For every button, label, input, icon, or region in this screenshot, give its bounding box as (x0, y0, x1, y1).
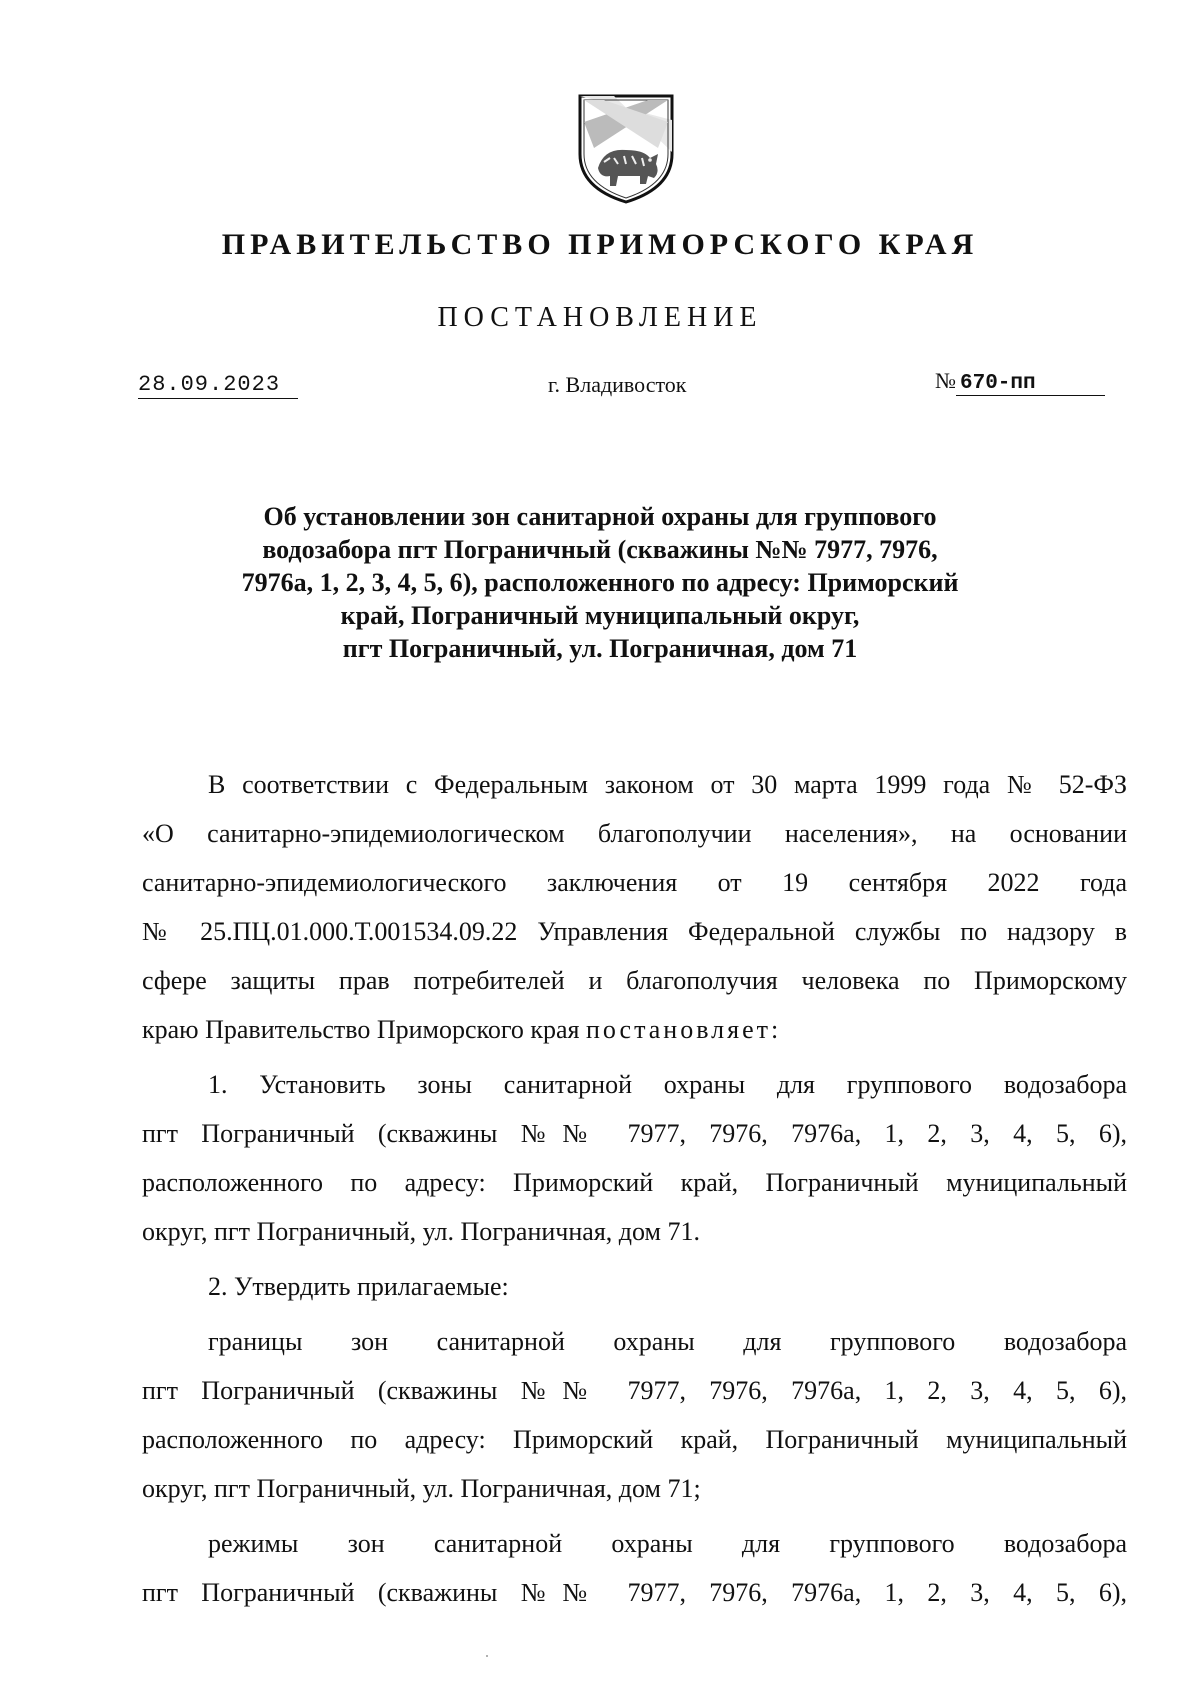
body-line: В соответствии с Федеральным законом от 30 марта 1999 года № 52-ФЗ (208, 770, 1127, 799)
body-line: сфере защиты прав потребителей и благополучия человека по Приморскому (142, 966, 1127, 995)
paragraph-item-1 (142, 1060, 1127, 1256)
body-line: 2. Утвердить прилагаемые: (208, 1272, 509, 1301)
body-line: санитарно-эпидемиологического заключения от 19 сентября 2022 года (142, 868, 1127, 897)
body-line: округ, пгт Пограничный, ул. Пограничная, дом 71. (142, 1217, 700, 1246)
title-line: пгт Пограничный, ул. Пограничная, дом 71 (342, 634, 858, 663)
decree-date: 28.09.2023 (138, 372, 298, 399)
document-title (170, 500, 1030, 665)
body-line: пгт Пограничный (скважины №№ 7977, 7976, 7976а, 1, 2, 3, 4, 5, 6), (142, 1376, 1127, 1405)
decree-number: 670-пп (956, 372, 1105, 396)
title-line: водозабора пгт Пограничный (скважины №№ 7977, 7976, (262, 535, 938, 564)
paragraph-preamble (142, 760, 1127, 1054)
body-line: 1. Установить зоны санитарной охраны для группового водозабора (208, 1070, 1127, 1099)
paragraph-regimes (142, 1519, 1127, 1617)
body-line: «О санитарно-эпидемиологическом благополучии населения», на основании (142, 819, 1127, 848)
coat-of-arms-emblem (574, 92, 678, 204)
scan-artifact (486, 1655, 488, 1657)
decree-city: г. Владивосток (548, 372, 687, 397)
decree-verb: постановляет: (585, 1015, 782, 1044)
decree-number-block (935, 368, 1105, 396)
government-name: ПРАВИТЕЛЬСТВО ПРИМОРСКОГО КРАЯ (221, 228, 979, 261)
paragraph-item-2 (142, 1262, 1127, 1311)
body-line: округ, пгт Пограничный, ул. Пограничная, дом 71; (142, 1474, 701, 1503)
title-line: край, Пограничный муниципальный округ, (340, 601, 860, 630)
body-text: краю Правительство Приморского края (142, 1015, 586, 1044)
document-type: ПОСТАНОВЛЕНИЕ (437, 302, 763, 333)
body-line: пгт Пограничный (скважины №№ 7977, 7976, 7976а, 1, 2, 3, 4, 5, 6), (142, 1119, 1127, 1148)
body-line: расположенного по адресу: Приморский край, Пограничный муниципальный (142, 1425, 1127, 1454)
document-body (142, 760, 1127, 1617)
title-line: 7976а, 1, 2, 3, 4, 5, 6), расположенного по адресу: Приморский (241, 568, 959, 597)
body-line: границы зон санитарной охраны для группового водозабора (208, 1327, 1127, 1356)
body-line: пгт Пограничный (скважины №№ 7977, 7976, 7976а, 1, 2, 3, 4, 5, 6), (142, 1578, 1127, 1607)
body-line: расположенного по адресу: Приморский край, Пограничный муниципальный (142, 1168, 1127, 1197)
paragraph-borders (142, 1317, 1127, 1513)
body-line: № 25.ПЦ.01.000.Т.001534.09.22 Управления Федеральной службы по надзору в (142, 917, 1127, 946)
title-line: Об установлении зон санитарной охраны для группового (263, 502, 937, 531)
number-sign: № (935, 368, 956, 393)
body-line (142, 1005, 1127, 1054)
body-line: режимы зон санитарной охраны для группового водозабора (208, 1529, 1127, 1558)
